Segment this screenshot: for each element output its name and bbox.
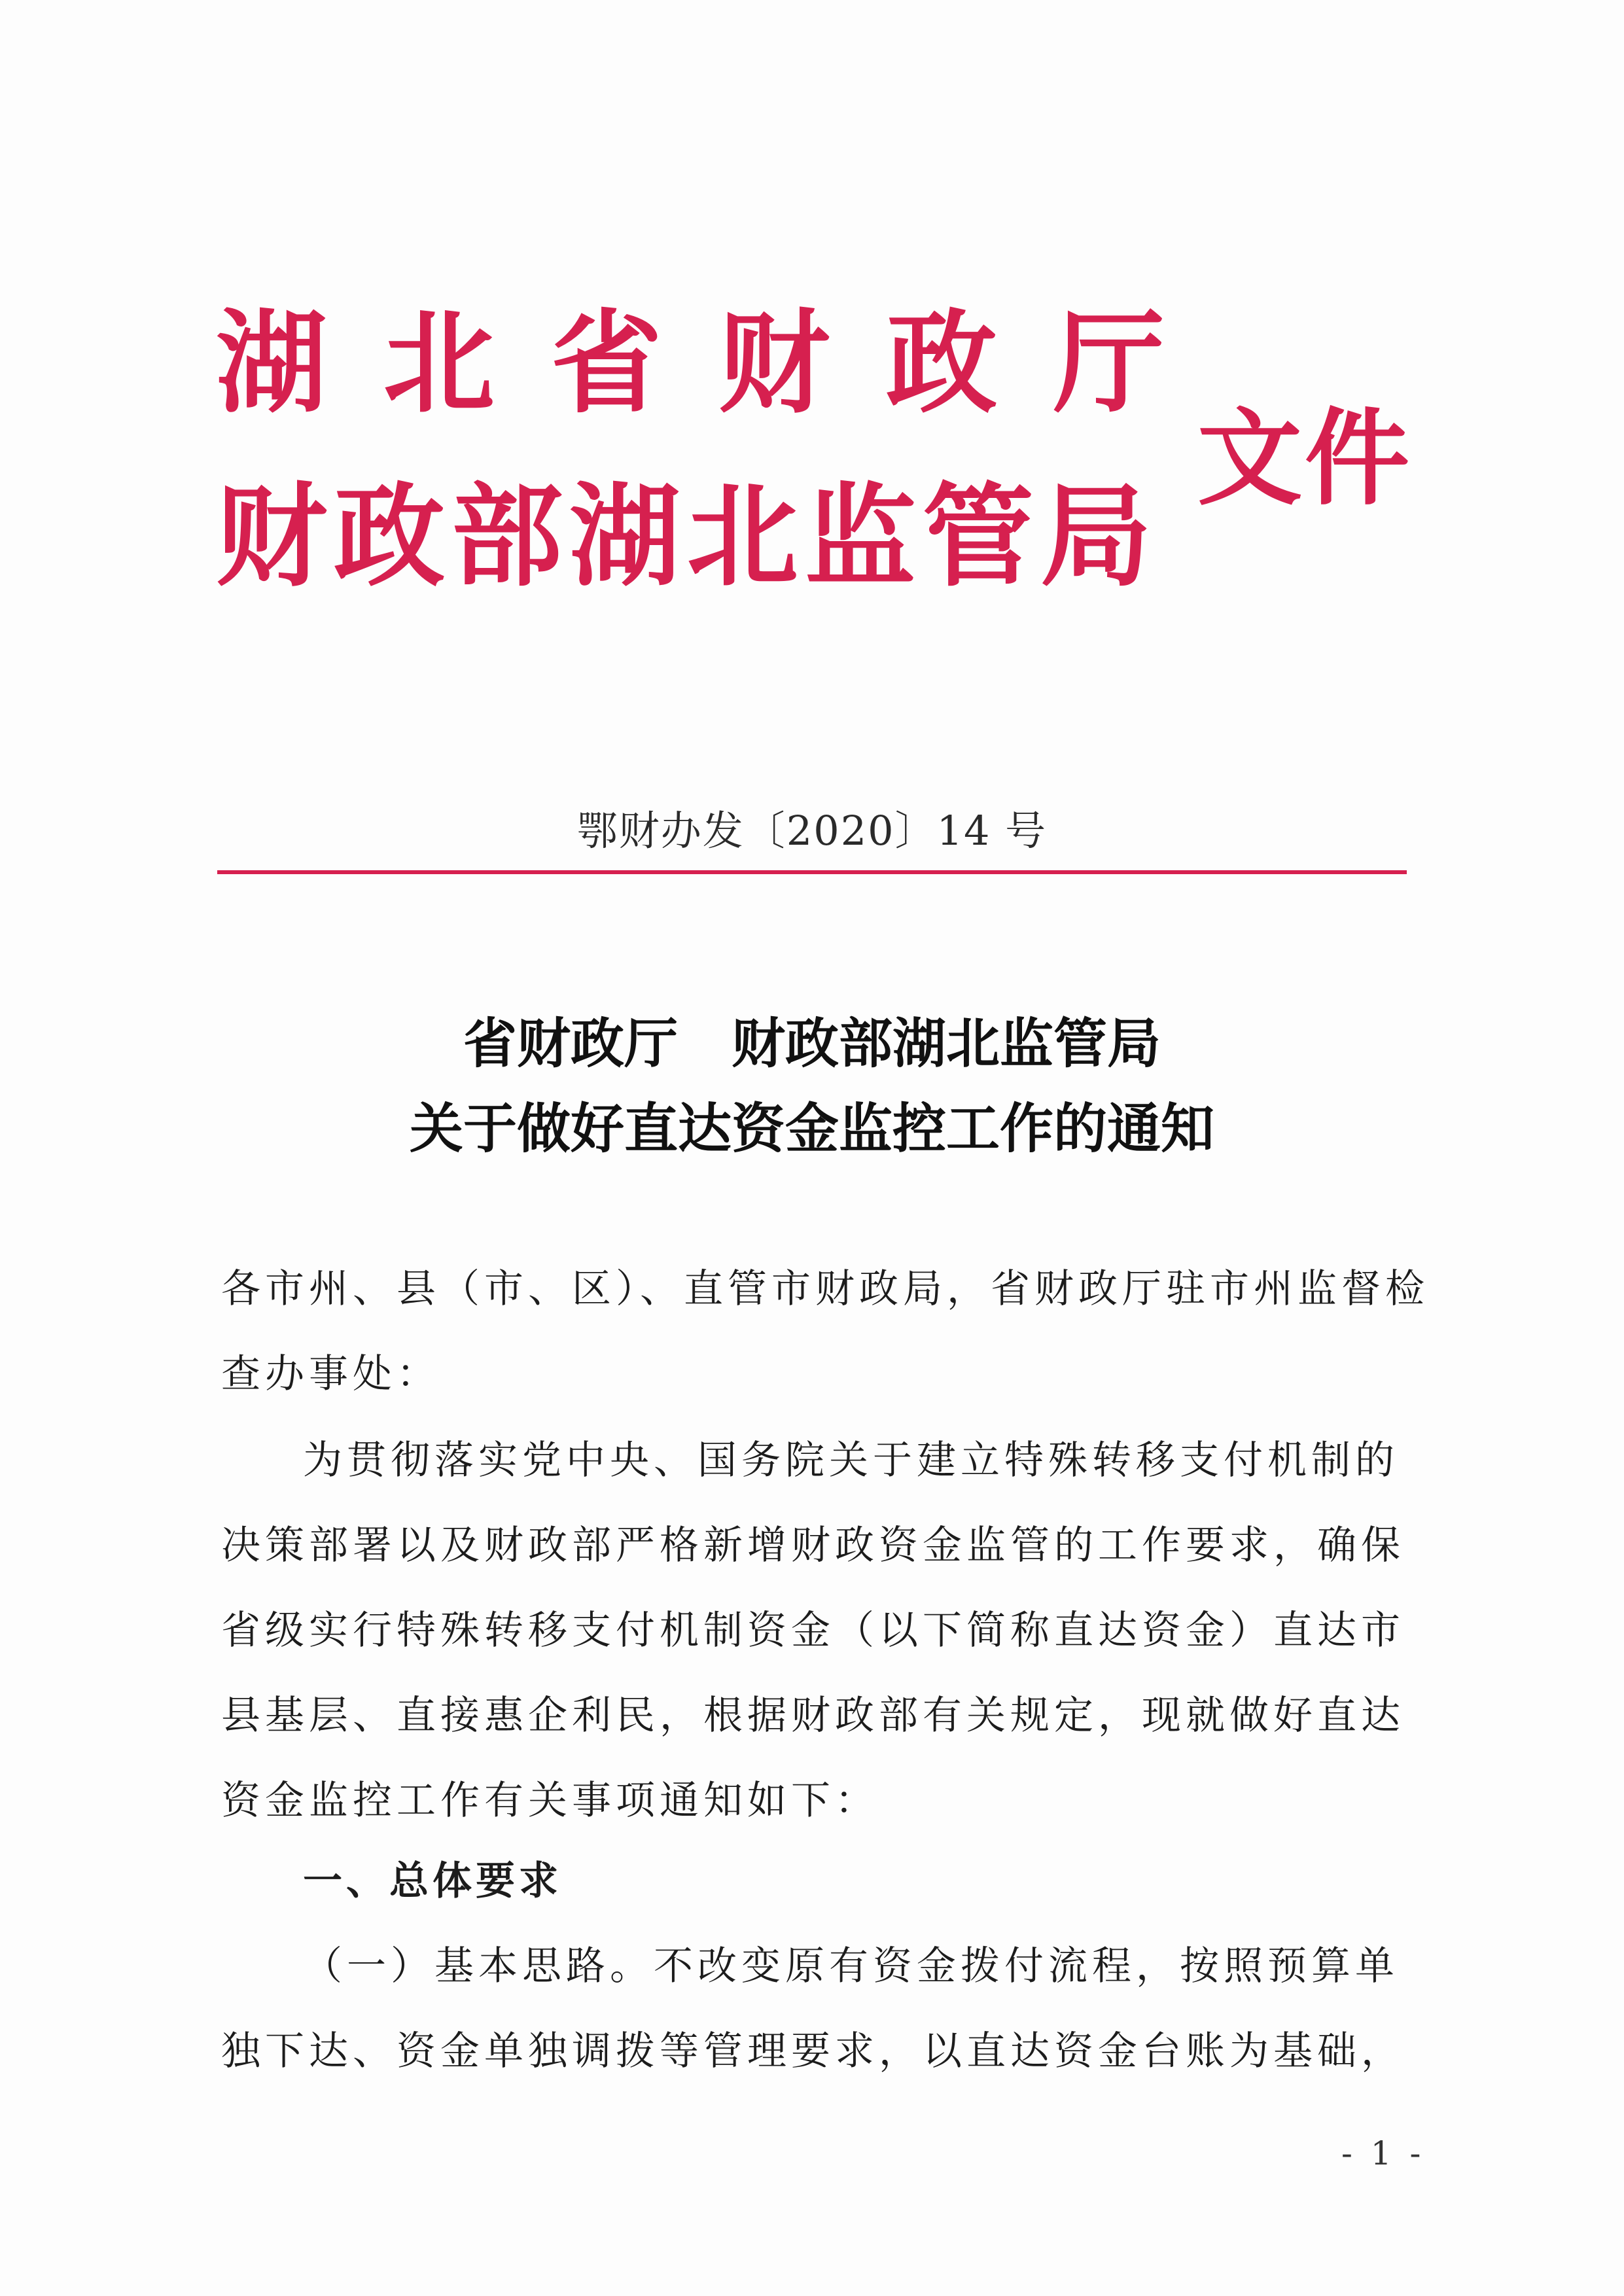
issuer-suffix: 文件 xyxy=(1197,397,1413,520)
intro-line-1: 为贯彻落实党中央、国务院关于建立特殊转移支付机制的 xyxy=(303,1438,1399,1483)
section-1-sub-1-line-2: 独下达、资金单独调拨等管理要求，以直达资金台账为基础， xyxy=(221,2028,1405,2074)
intro-line-4: 县基层、直接惠企利民，根据财政部有关规定，现就做好直达 xyxy=(221,1693,1405,1739)
red-separator-line xyxy=(217,870,1407,874)
issuer-line-2: 财政部湖北监管局 xyxy=(216,471,1159,602)
addressee-line-1: 各市州、县（市、区）、直管市财政局，省财政厅驻市州监督检 xyxy=(221,1266,1429,1312)
section-1-sub-1-line-1: （一）基本思路。不改变原有资金拨付流程，按照预算单 xyxy=(303,1943,1399,1989)
intro-line-5: 资金监控工作有关事项通知如下： xyxy=(221,1778,879,1824)
intro-line-3: 省级实行特殊转移支付机制资金（以下简称直达资金）直达市 xyxy=(221,1608,1405,1653)
addressee-line-2: 查办事处： xyxy=(221,1351,440,1397)
intro-line-2: 决策部署以及财政部严格新增财政资金监管的工作要求，确保 xyxy=(221,1523,1405,1568)
page-number: - 1 - xyxy=(1341,2134,1425,2172)
document-number: 鄂财办发〔2020〕14 号 xyxy=(576,807,1048,855)
title-line-1: 省财政厅 财政部湖北监管局 xyxy=(463,1012,1161,1075)
section-1-heading: 一、总体要求 xyxy=(303,1858,562,1904)
issuer-line-1: 湖北省财政厅 xyxy=(216,298,1222,429)
title-line-2: 关于做好直达资金监控工作的通知 xyxy=(409,1097,1214,1160)
